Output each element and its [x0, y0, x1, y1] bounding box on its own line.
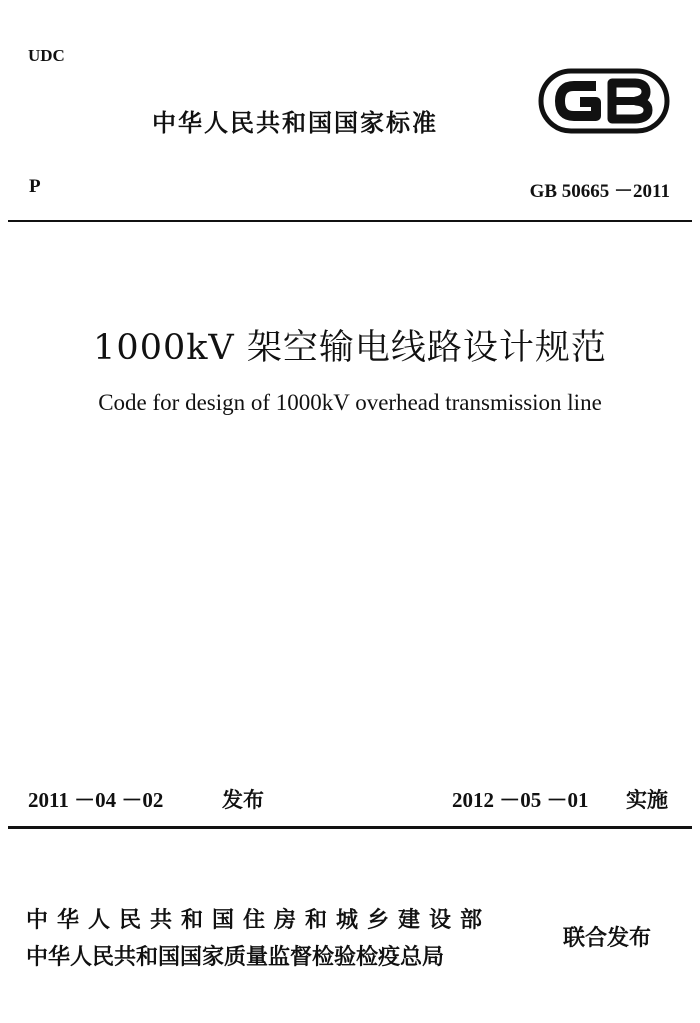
gb-logo-icon [538, 68, 670, 134]
issue-date: 2011 －04 －02 [28, 788, 164, 812]
classification-code: P [29, 176, 41, 197]
dates-divider [8, 826, 692, 829]
implement-date: 2012 －05 －01 [452, 788, 589, 812]
implement-label: 实施 [626, 788, 668, 812]
standard-type: 中华人民共和国国家标准 [152, 109, 438, 137]
udc-label: UDC [28, 46, 65, 65]
title-english: Code for design of 1000kV overhead transmission line [98, 390, 602, 415]
issue-label: 发布 [222, 788, 264, 812]
publisher-aqsiq: 中华人民共和国国家质量监督检验检疫总局 [26, 945, 445, 970]
standard-number: GB 50665 －2011 [529, 181, 670, 202]
title-chinese: 1000kV 架空输电线路设计规范 [93, 328, 607, 368]
joint-publish-label: 联合发布 [563, 926, 652, 951]
publisher-ministry-housing: 中华人民共和国住房和城乡建设部 [26, 908, 492, 933]
header-divider [8, 220, 692, 222]
